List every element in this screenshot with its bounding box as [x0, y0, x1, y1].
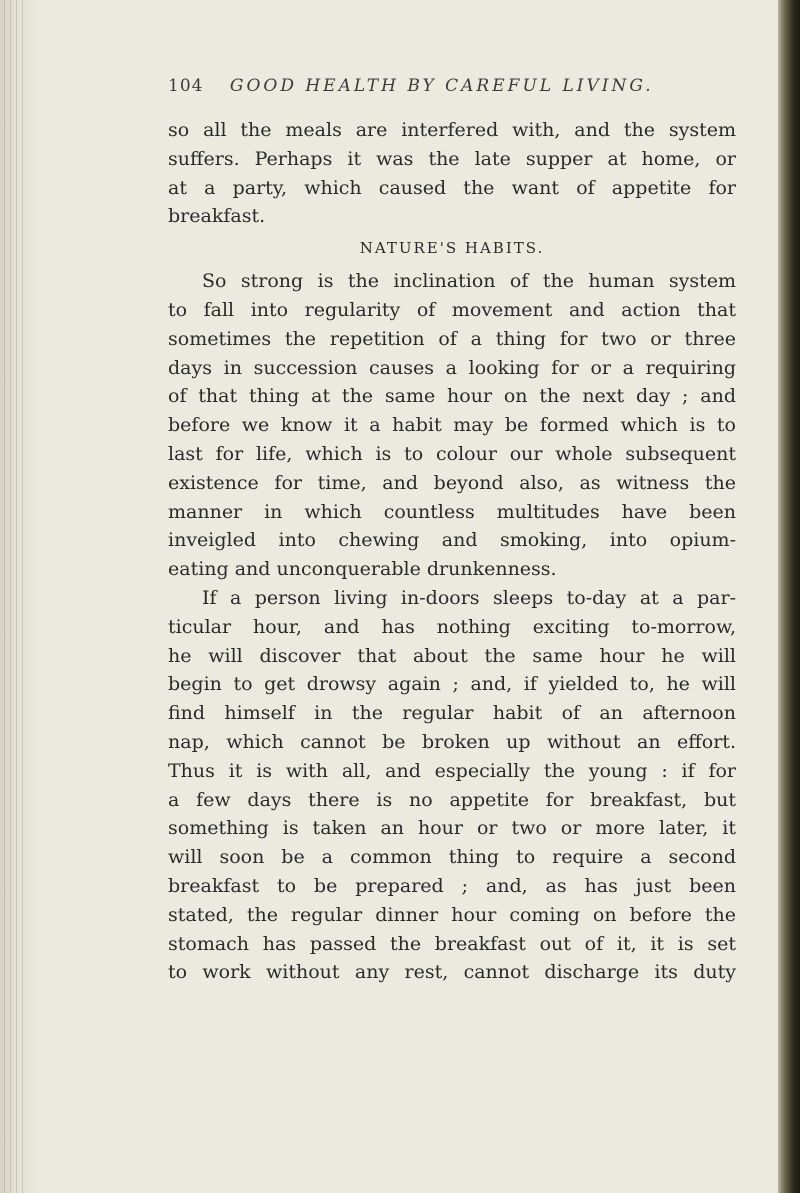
page-number: 104 [168, 76, 204, 96]
text-line: at a party, which caused the want of appetite for [168, 176, 736, 199]
text-line: will soon be a common thing to require a second [168, 846, 736, 869]
text-line: to work without any rest, cannot discharge its duty [168, 961, 736, 984]
text-line: If a person living in-doors sleeps to-day at a par- [202, 586, 736, 609]
text-line: breakfast to be prepared ; and, as has just been [168, 874, 736, 897]
text-line: days in succession causes a looking for or a requiring [168, 356, 736, 379]
text-line: of that thing at the same hour on the next day ; and [168, 385, 736, 408]
paragraph [168, 584, 736, 987]
text-line: So strong is the inclination of the human system [202, 270, 736, 293]
text-line: manner in which countless multitudes have been [168, 500, 736, 523]
text-line: breakfast. [168, 205, 266, 228]
text-line: sometimes the repetition of a thing for two or three [168, 327, 736, 350]
text-line: stated, the regular dinner hour coming on before the [168, 903, 736, 926]
running-head [168, 76, 654, 96]
text-line: so all the meals are interfered with, and the system [168, 119, 736, 141]
text-line: he will discover that about the same hour he will [168, 644, 736, 667]
text-line: something is taken an hour or two or more later, it [168, 817, 736, 840]
text-line: suffers. Perhaps it was the late supper at home, or [168, 147, 736, 170]
text-line: eating and unconquerable drunkenness. [168, 558, 557, 581]
text-line: to fall into regularity of movement and action that [168, 298, 736, 321]
text-line: ticular hour, and has nothing exciting to-morrow, [168, 615, 736, 638]
text-line: inveigled into chewing and smoking, into opium- [168, 529, 736, 552]
text-line: last for life, which is to colour our whole subsequent [168, 442, 736, 465]
text-line: a few days there is no appetite for breakfast, but [168, 788, 736, 811]
running-title: GOOD HEALTH BY CAREFUL LIVING. [229, 76, 654, 96]
text-line: begin to get drowsy again ; and, if yielded to, he will [168, 673, 736, 696]
text-line: nap, which cannot be broken up without an effort. [168, 730, 736, 753]
paragraph [168, 267, 736, 584]
paragraph-continued [168, 116, 736, 231]
text-line: Thus it is with all, and especially the young : if for [168, 759, 736, 782]
text-line: find himself in the regular habit of an afternoon [168, 702, 736, 725]
text-line: stomach has passed the breakfast out of it, it is set [168, 932, 736, 955]
body-text [168, 116, 736, 987]
text-line: existence for time, and beyond also, as witness the [168, 471, 736, 494]
text-line: before we know it a habit may be formed which is to [168, 414, 736, 437]
section-heading: NATURE'S HABITS. [359, 239, 545, 258]
